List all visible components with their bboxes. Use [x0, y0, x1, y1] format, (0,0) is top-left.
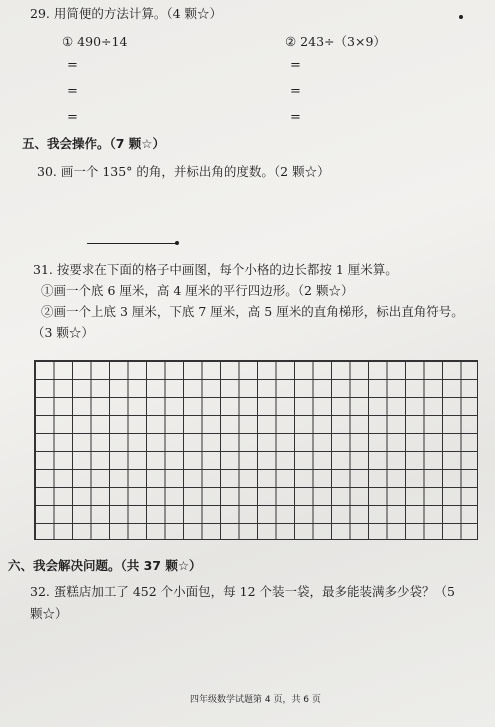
q29-part-a: ① 490÷14: [62, 34, 128, 49]
ray-endpoint: [175, 241, 179, 245]
q29-a-eq-1: =: [67, 58, 78, 73]
drawing-grid[interactable]: [34, 360, 478, 540]
q29-a-eq-3: =: [67, 110, 78, 125]
angle-ray: [87, 243, 178, 244]
q29-b-eq-3: =: [290, 110, 301, 125]
q32-line-2: 颗☆）: [30, 606, 68, 621]
q31-title: 31. 按要求在下面的格子中画图，每个小格的边长都按 1 厘米算。: [33, 262, 398, 277]
q29-part-b: ② 243÷（3×9）: [285, 34, 386, 49]
section-6-heading: 六、我会解决问题。（共 37 颗☆）: [8, 558, 202, 573]
section-5-heading: 五、我会操作。（7 颗☆）: [22, 136, 166, 151]
q31-item-2-score: （3 颗☆）: [32, 325, 94, 340]
ink-dot: [459, 15, 463, 19]
q30-title: 30. 画一个 135° 的角，并标出角的度数。（2 颗☆）: [37, 164, 330, 179]
q31-item-1: ①画一个底 6 厘米，高 4 厘米的平行四边形。（2 颗☆）: [41, 283, 354, 298]
q31-item-2: ②画一个上底 3 厘米，下底 7 厘米，高 5 厘米的直角梯形，标出直角符号。: [41, 304, 464, 319]
q29-a-eq-2: =: [67, 84, 78, 99]
q32-line-1: 32. 蛋糕店加工了 452 个小面包，每 12 个装一袋，最多能装满多少袋？（5: [30, 584, 455, 599]
page-footer: 四年级数学试题第 4 页，共 6 页: [190, 695, 321, 705]
q29-b-eq-2: =: [290, 84, 301, 99]
q29-b-eq-1: =: [290, 58, 301, 73]
q29-title: 29. 用简便的方法计算。（4 颗☆）: [30, 6, 223, 21]
